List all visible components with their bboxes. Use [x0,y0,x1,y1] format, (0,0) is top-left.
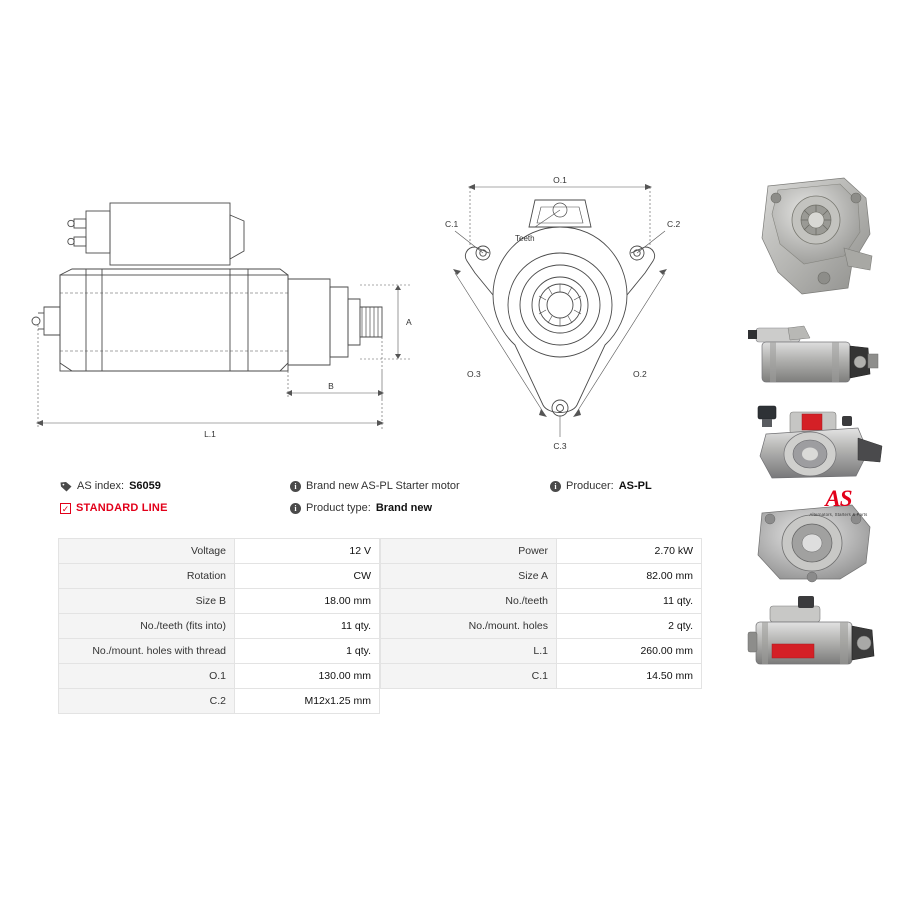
spec-table-left [58,538,380,714]
spec-row [59,564,380,589]
spec-key: No./mount. holes with thread [59,639,235,664]
svg-text:C.2: C.2 [667,219,681,229]
spec-key: Rotation [59,564,235,589]
info-icon: i [290,503,301,514]
as-index-value: S6059 [129,480,161,492]
producer-field [550,480,700,492]
spec-value: 82.00 mm [557,564,702,589]
spec-key: Size B [59,589,235,614]
spec-row [381,589,702,614]
spec-row [59,539,380,564]
spec-row [59,614,380,639]
specifications [58,538,701,714]
svg-text:Teeth: Teeth [515,234,535,243]
svg-text:C.1: C.1 [445,219,459,229]
spec-value: 12 V [235,539,380,564]
tag-icon [60,481,72,492]
spec-value: 260.00 mm [557,639,702,664]
as-index-field [60,480,290,492]
spec-value: CW [235,564,380,589]
spec-value: 2 qty. [557,614,702,639]
product-info-bar [60,480,700,524]
producer-value: AS-PL [618,480,652,492]
starter-side-view-drawing [30,175,420,460]
spec-row [59,639,380,664]
spec-row [381,564,702,589]
spec-row [381,664,702,689]
product-photo-side-right[interactable] [732,588,892,688]
check-icon: ✓ [61,503,70,514]
product-description: Brand new AS-PL Starter motor [306,480,460,492]
info-icon: i [550,481,561,492]
brand-logo-subtitle: Alternators, Starters & Parts [809,512,868,517]
spec-value: 14.50 mm [557,664,702,689]
standard-line-label: STANDARD LINE [76,502,168,514]
spec-key: No./mount. holes [381,614,557,639]
spec-empty-cell [557,689,702,714]
starter-front-view-drawing [415,165,705,465]
svg-text:A: A [406,317,412,327]
product-photo-gallery [732,168,892,688]
spec-row [381,639,702,664]
spec-key: L.1 [381,639,557,664]
svg-text:O.3: O.3 [467,369,481,379]
as-index-label: AS index: [77,480,125,492]
spec-value: M12x1.25 mm [235,689,380,714]
product-photo-solenoid[interactable] [732,398,892,493]
standard-line-badge [60,502,290,514]
spec-value: 1 qty. [235,639,380,664]
spec-key: Size A [381,564,557,589]
spec-key: O.1 [59,664,235,689]
spec-key: Power [381,539,557,564]
product-type-field [290,502,550,514]
info-icon: i [290,481,301,492]
info-row-1 [60,480,700,492]
spec-value: 2.70 kW [557,539,702,564]
svg-text:O.2: O.2 [633,369,647,379]
spec-value: 11 qty. [235,614,380,639]
product-type-value: Brand new [375,502,433,514]
product-photo-side-left[interactable] [732,308,892,398]
info-row-2 [60,502,700,514]
spec-row [381,614,702,639]
spec-row [59,664,380,689]
spec-value: 11 qty. [557,589,702,614]
spec-row [59,589,380,614]
spec-key: No./teeth (fits into) [59,614,235,639]
producer-label: Producer: [566,480,614,492]
product-description-field [290,480,550,492]
product-photo-drive-end[interactable] [732,168,892,308]
svg-text:L.1: L.1 [204,429,216,439]
spec-empty-cell [381,689,557,714]
spec-key: C.2 [59,689,235,714]
spec-row [59,689,380,714]
brand-logo-mark: AS [825,486,852,511]
spec-key: C.1 [381,664,557,689]
svg-text:O.1: O.1 [553,175,567,185]
spec-row [381,689,702,714]
spec-row [381,539,702,564]
spec-table-right [380,538,702,714]
brand-logo [791,487,886,517]
spec-value: 18.00 mm [235,589,380,614]
spec-key: No./teeth [381,589,557,614]
product-type-label: Product type: [306,502,371,514]
spec-key: Voltage [59,539,235,564]
svg-text:C.3: C.3 [553,441,567,451]
spec-value: 130.00 mm [235,664,380,689]
svg-text:B: B [328,381,334,391]
